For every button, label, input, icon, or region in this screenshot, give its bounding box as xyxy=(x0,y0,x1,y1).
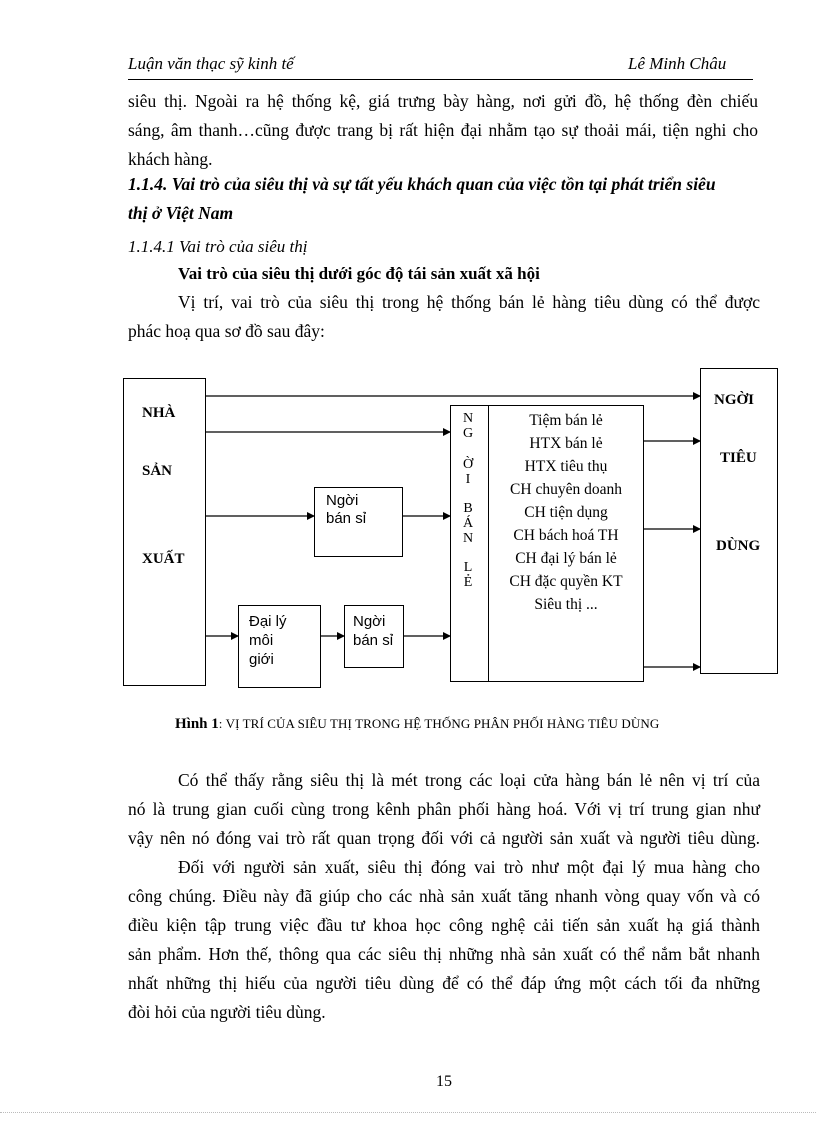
retail-list-item-8: CH đặc quyền KT xyxy=(509,573,623,590)
agent-label-1: Đại lý xyxy=(249,613,287,630)
para1-line-1: Có thể thấy rằng siêu thị là mét trong các loại cửa hàng bán lẻ nên vị trí của xyxy=(178,770,760,790)
consumer-label-3: DÙNG xyxy=(716,538,761,554)
retailer-vertical-7: N xyxy=(462,531,474,546)
para2-line-1: Đối với người sản xuất, siêu thị đóng vai trò như một đại lý mua hàng cho xyxy=(178,857,760,877)
intro-line-3: khách hàng. xyxy=(128,149,213,169)
page-bottom-rule xyxy=(0,1112,816,1113)
caption-label: Hình 1 xyxy=(175,716,219,732)
consumer-box xyxy=(700,368,778,674)
producer-label-1: NHÀ xyxy=(142,405,176,421)
consumer-label-1: NGỜI xyxy=(714,392,755,408)
agent-label-2: môi xyxy=(249,632,274,649)
para2-line-6: đòi hỏi của người tiêu dùng. xyxy=(128,1002,326,1022)
para2-line-3: điều kiện tập trung việc đầu tư khoa học công nghệ cải tiến sản xuất hạ giá thành xyxy=(128,915,760,935)
header-right: Lê Minh Châu xyxy=(628,54,727,73)
diagram-intro-line-1: Vị trí, vai trò của siêu thị trong hệ thống bán lẻ hàng tiêu dùng có thể được xyxy=(178,292,760,312)
retailer-vertical-1: N xyxy=(462,411,474,426)
retailer-vertical-5: B xyxy=(463,501,473,516)
section-heading-line-2: thị ở Việt Nam xyxy=(128,203,234,223)
para1-line-3: vậy nên nó đóng vai trò rất quan trọng đối với cả người sản xuất và người tiêu dùng. xyxy=(128,828,760,848)
retail-list-item-9: Siêu thị ... xyxy=(534,596,598,613)
retailer-vertical-9: Ẻ xyxy=(463,575,473,590)
retail-list-item-1: Tiệm bán lẻ xyxy=(529,412,603,429)
wholesaler-bottom-label-1: Ngời xyxy=(353,613,386,630)
retailer-vertical-2: G xyxy=(462,426,474,441)
para2-line-2: công chúng. Điều này đã giúp cho các nhà sản xuất tăng nhanh vòng quay vốn và có xyxy=(128,886,760,906)
consumer-label-2: TIÊU xyxy=(720,450,757,466)
retail-list-item-6: CH bách hoá TH xyxy=(513,527,619,544)
header-left: Luận văn thạc sỹ kinh tế xyxy=(128,54,294,73)
caption-text: : VỊ TRÍ CỦA SIÊU THỊ TRONG HỆ THỐNG PHÂN PHỐI HÀNG TIÊU DÙNG xyxy=(218,716,660,731)
intro-line-1: siêu thị. Ngoài ra hệ thống kệ, giá trưng bày hàng, nơi gửi đồ, hệ thống đèn chiếu xyxy=(128,91,758,111)
retailer-vertical-6: Á xyxy=(462,516,474,531)
producer-box xyxy=(123,378,206,686)
section-heading-line-1: 1.1.4. Vai trò của siêu thị và sự tất yếu khách quan của việc tồn tại phát triển siêu xyxy=(128,174,716,194)
retail-list-item-4: CH chuyên doanh xyxy=(510,481,622,498)
para2-line-5: nhất những thị hiếu của người tiêu dùng để có thể đáp ứng một cách tối đa những xyxy=(128,973,760,993)
producer-label-3: XUẤT xyxy=(142,551,185,567)
retail-list-item-3: HTX tiêu thụ xyxy=(524,458,608,475)
page-number: 15 xyxy=(436,1073,452,1090)
retail-list-item-2: HTX bán lẻ xyxy=(529,435,603,452)
retailer-vertical-3: Ờ xyxy=(462,457,474,472)
subsection-heading: 1.1.4.1 Vai trò của siêu thị xyxy=(128,237,308,256)
intro-line-2: sáng, âm thanh…cũng được trang bị rất hiện đại nhằm tạo sự thoải mái, tiện nghi cho xyxy=(128,120,758,140)
bold-heading: Vai trò của siêu thị dưới góc độ tái sản xuất xã hội xyxy=(178,264,540,283)
wholesaler-top-label-1: Ngời xyxy=(326,492,359,509)
producer-label-2: SẢN xyxy=(142,463,173,479)
figure-caption xyxy=(175,715,659,733)
para1-line-2: nó là trung gian cuối cùng trong kênh phân phối hàng hoá. Với vị trí trung gian như xyxy=(128,799,760,819)
retailer-divider xyxy=(488,405,489,682)
retailer-vertical-8: L xyxy=(463,560,473,575)
wholesaler-top-label-2: bán sỉ xyxy=(326,510,367,527)
diagram-intro-line-2: phác hoạ qua sơ đồ sau đây: xyxy=(128,321,325,341)
agent-label-3: giới xyxy=(249,651,274,668)
retail-list-item-7: CH đại lý bán lẻ xyxy=(515,550,617,567)
wholesaler-bottom-label-2: bán sỉ xyxy=(353,632,394,649)
retail-list-item-5: CH tiện dụng xyxy=(524,504,608,521)
para2-line-4: sản phẩm. Hơn thế, thông qua các siêu thị những nhà sản xuất có thể nắm bắt nhanh xyxy=(128,944,760,964)
retailer-vertical-4: I xyxy=(465,472,471,487)
